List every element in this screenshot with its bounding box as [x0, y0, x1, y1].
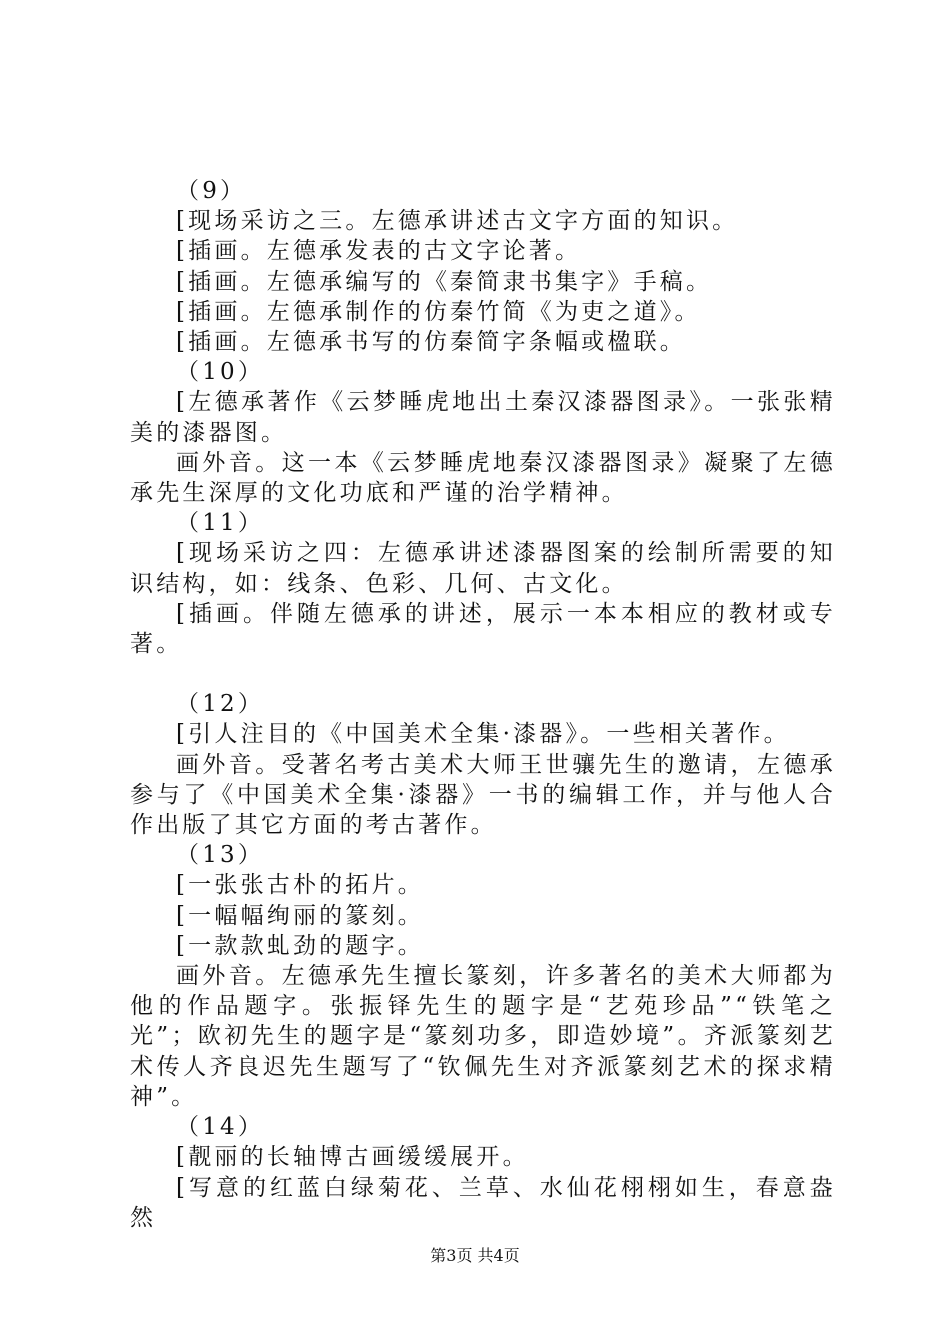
paragraph: [写意的红蓝白绿菊花、兰草、水仙花栩栩如生，春意盎然 [130, 1174, 836, 1231]
paragraph: [插画。左德承制作的仿秦竹简《为吏之道》。 [176, 298, 701, 325]
section-number-10: （10） [176, 359, 265, 386]
paragraph: [插画。左德承书写的仿秦简字条幅或楹联。 [176, 329, 686, 356]
section-number-13: （13） [176, 842, 265, 869]
paragraph: [左德承著作《云梦睡虎地出土秦汉漆器图录》。一张张精美的漆器图。 [130, 389, 836, 446]
paragraph: 画外音。受著名考古美术大师王世骧先生的邀请，左德承参与了《中国美术全集·漆器》一书的编辑工作，并与他人合作出版了其它方面的考古著作。 [130, 751, 836, 839]
paragraph: [引人注目的《中国美术全集·漆器》。一些相关著作。 [176, 721, 790, 748]
section-number-11: （11） [176, 510, 265, 537]
paragraph: 画外音。这一本《云梦睡虎地秦汉漆器图录》凝聚了左德承先生深厚的文化功底和严谨的治学精神。 [130, 449, 836, 507]
paragraph: [一幅幅绚丽的篆刻。 [176, 902, 424, 929]
paragraph: [现场采访之三。左德承讲述古文字方面的知识。 [176, 208, 739, 235]
blank-line [130, 659, 836, 689]
paragraph: [靓丽的长轴博古画缓缓展开。 [176, 1144, 529, 1171]
section-number-12: （12） [176, 691, 265, 718]
paragraph: [现场采访之四：左德承讲述漆器图案的绘制所需要的知识结构，如：线条、色彩、几何、古文化。 [130, 540, 836, 597]
paragraph: [一张张古朴的拓片。 [176, 872, 424, 899]
document-body [130, 176, 836, 1233]
page-footer: 第3页 共4页 [430, 1246, 520, 1265]
paragraph: [插画。左德承编写的《秦简隶书集字》手稿。 [176, 268, 713, 295]
paragraph: 画外音。左德承先生擅长篆刻，许多著名的美术大师都为他的作品题字。张振铎先生的题字是“艺苑珍品”“铁笔之光”；欧初先生的题字是“篆刻功多，即造妙境”。齐派篆刻艺术传人齐良迟先生题写了“钦佩先生对齐派篆刻艺术的探求精神”。 [130, 963, 836, 1110]
paragraph: [插画。左德承发表的古文字论著。 [176, 238, 582, 265]
paragraph: [一款款虬劲的题字。 [176, 932, 424, 959]
section-number-9: （9） [176, 178, 247, 204]
paragraph: [插画。伴随左德承的讲述，展示一本本相应的教材或专著。 [130, 600, 836, 658]
section-number-14: （14） [176, 1114, 265, 1141]
